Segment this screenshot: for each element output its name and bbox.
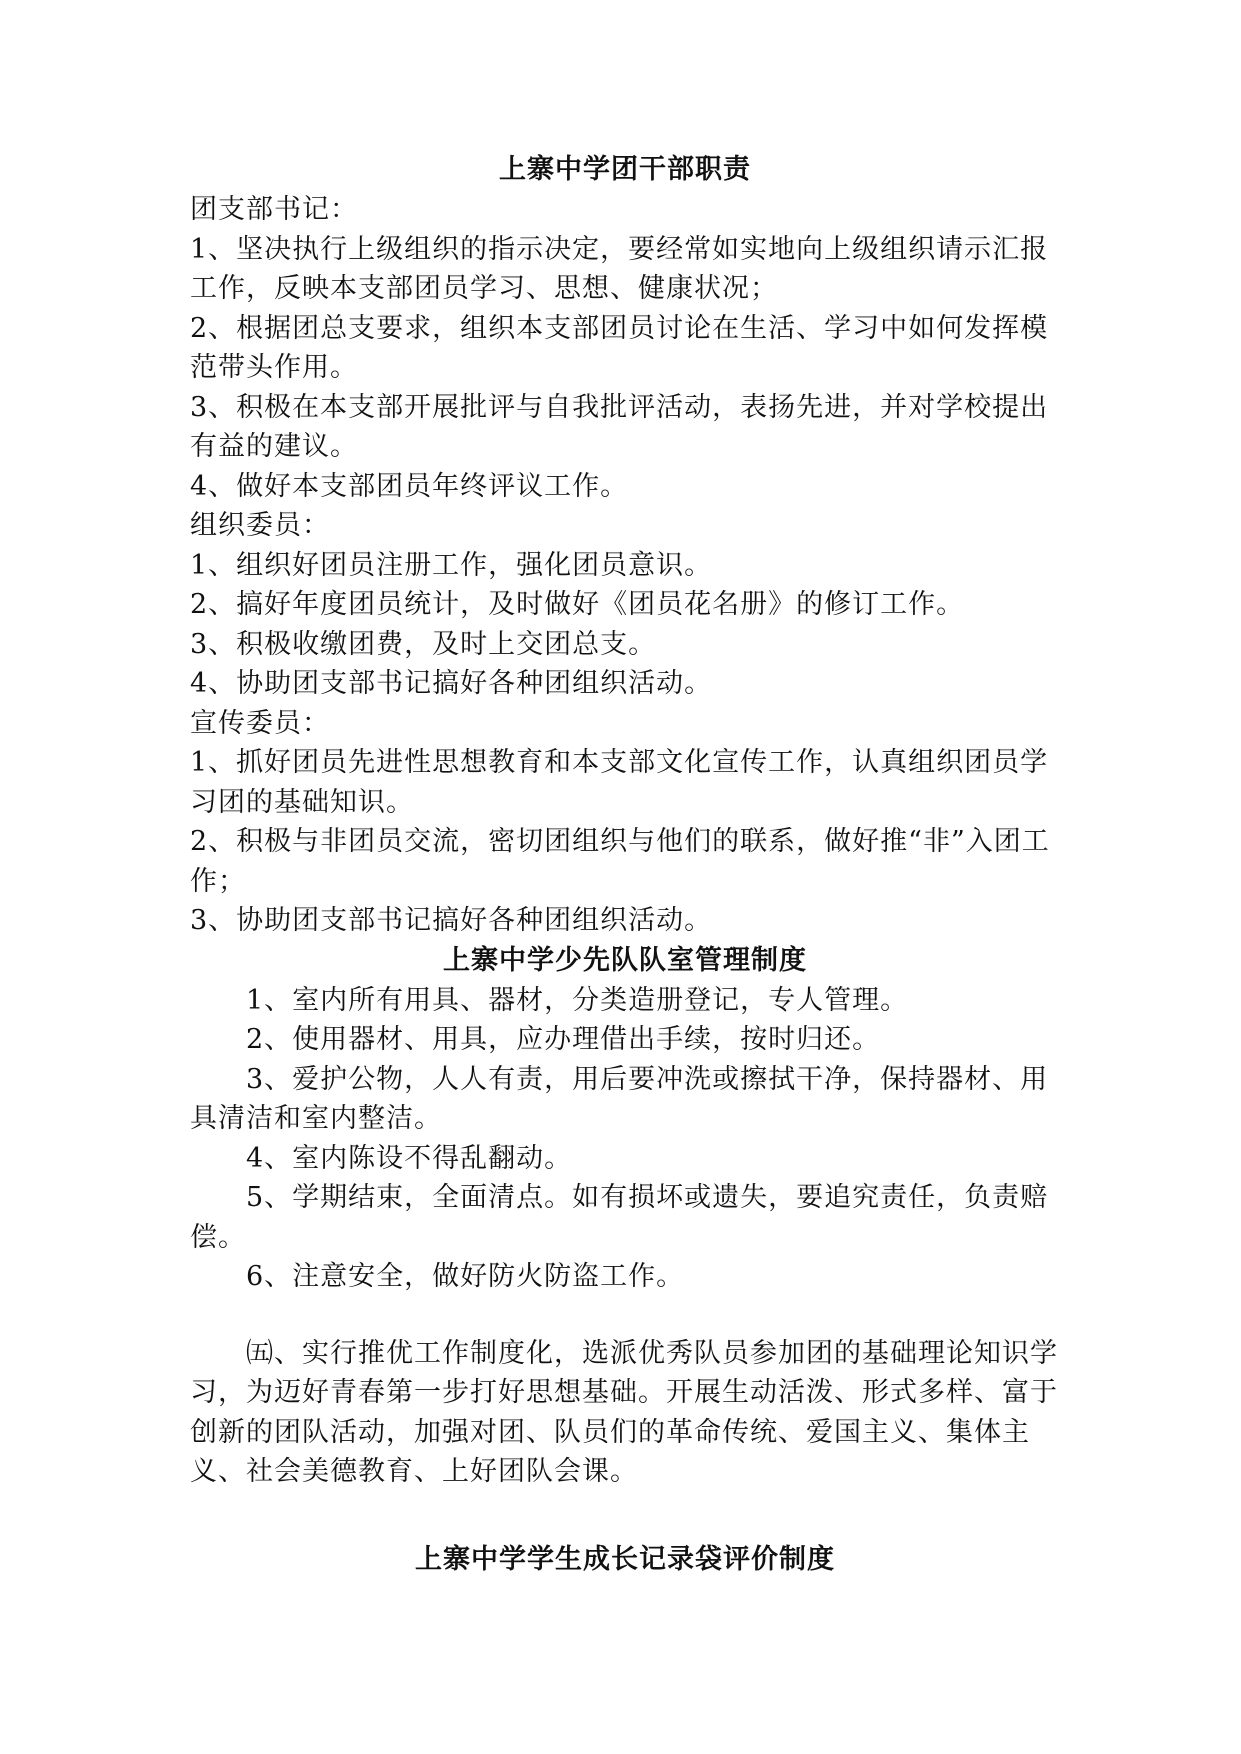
- room-rule-1: 1、室内所有用具、器材，分类造册登记，专人管理。: [246, 984, 909, 1016]
- organization-duty-2: 2、搞好年度团员统计，及时做好《团员花名册》的修订工作。: [190, 589, 965, 620]
- publicity-duty-2: 2、积极与非团员交流，密切团组织与他们的联系，做好推“非”入团工作；: [190, 826, 1050, 897]
- heading-branch-secretary: 团支部书记：: [190, 194, 358, 225]
- secretary-duty-2: 2、根据团总支要求，组织本支部团员讨论在生活、学习中如何发挥模范带头作用。: [190, 312, 1049, 383]
- section-title-growth-record-evaluation: 上寨中学学生成长记录袋评价制度: [415, 1543, 835, 1575]
- organization-duty-3: 3、积极收缴团费，及时上交团总支。: [190, 628, 657, 660]
- recommendation-paragraph: ㈤、实行推优工作制度化，选派优秀队员参加团的基础理论知识学习，为迈好青春第一步打好思想基础。开展生动活泼、形式多样、富于创新的团队活动，加强对团、队员们的革命传统、爱国主义、集体主义、社会美德教育、上好团队会课。: [190, 1337, 1058, 1487]
- section-title-cadre-duties: 上寨中学团干部职责: [499, 154, 751, 185]
- heading-publicity-member: 宣传委员：: [190, 707, 330, 739]
- room-rule-4: 4、室内陈设不得乱翻动。: [246, 1142, 573, 1174]
- room-rule-5: 5、学期结束，全面清点。如有损坏或遗失，要追究责任，负责赔偿。: [190, 1182, 1049, 1253]
- heading-organization-member: 组织委员：: [190, 510, 330, 541]
- room-rule-6: 6、注意安全，做好防火防盗工作。: [246, 1261, 685, 1292]
- room-rule-2: 2、使用器材、用具，应办理借出手续，按时归还。: [246, 1024, 881, 1055]
- secretary-duty-3: 3、积极在本支部开展批评与自我批评活动，表扬先进，并对学校提出有益的建议。: [190, 391, 1049, 462]
- organization-duty-1: 1、组织好团员注册工作，强化团员意识。: [190, 549, 713, 581]
- organization-duty-4: 4、协助团支部书记搞好各种团组织活动。: [190, 668, 713, 699]
- publicity-duty-3: 3、协助团支部书记搞好各种团组织活动。: [190, 905, 713, 936]
- secretary-duty-4: 4、做好本支部团员年终评议工作。: [190, 470, 629, 502]
- publicity-duty-1: 1、抓好团员先进性思想教育和本支部文化宣传工作，认真组织团员学习团的基础知识。: [190, 747, 1049, 818]
- room-rule-3: 3、爱护公物，人人有责，用后要冲洗或擦拭干净，保持器材、用具清洁和室内整洁。: [190, 1063, 1049, 1134]
- document-content: [190, 150, 1060, 1580]
- section-title-pioneer-room-rules: 上寨中学少先队队室管理制度: [443, 944, 807, 976]
- secretary-duty-1: 1、坚决执行上级组织的指示决定，要经常如实地向上级组织请示汇报工作，反映本支部团员学习、思想、健康状况；: [190, 233, 1049, 304]
